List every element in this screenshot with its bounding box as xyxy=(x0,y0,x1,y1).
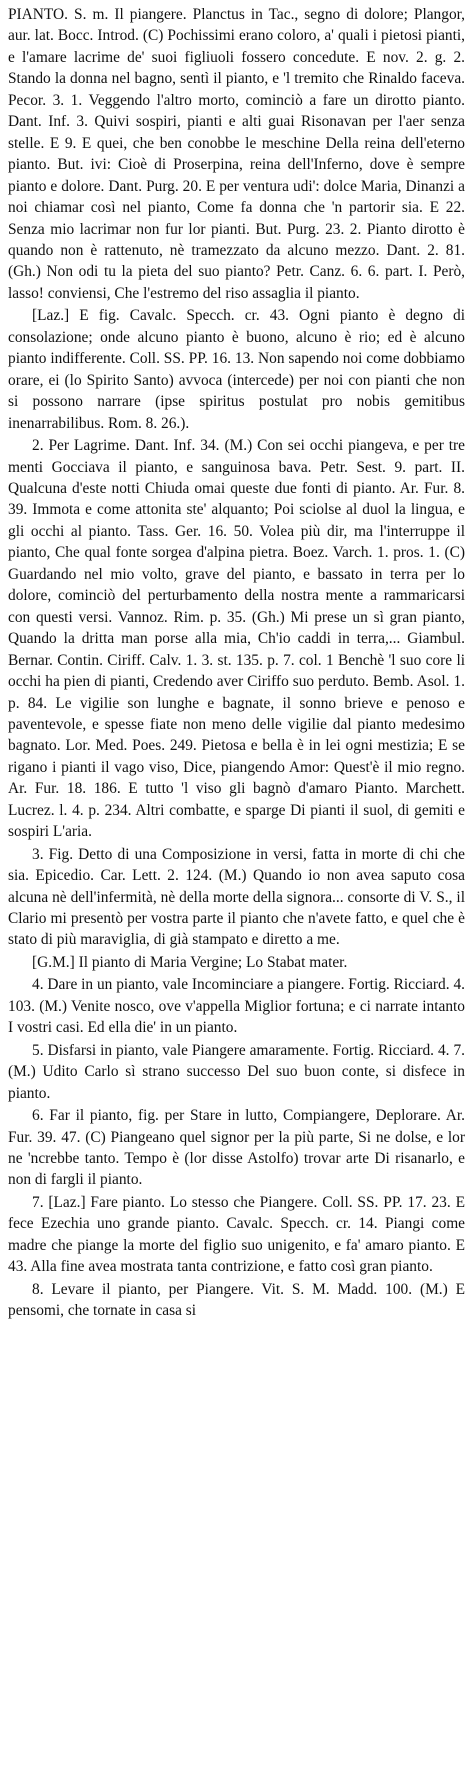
entry-sense-2-lagrime xyxy=(8,435,465,843)
entry-text: 2. Per Lagrime. Dant. Inf. 34. (M.) Con sei occhi piangeva, e per tre menti Gocciava il pianto, e sanguinosa bava. Petr. Sest. 9. part. II. Qualcuna d'este notti Chiuda omai queste due fonti di pianto. Ar. Fur. 8. 39. Immota e come attonita ste' alquanto; Poi sciolse al duol la lingua, e gli occhi al pianto. Tass. Ger. 16. 50. Volea più dir, ma l'interruppe il pianto, Che qual fonte sorgea d'alpina pietra. Boez. Varch. 1. pros. 1. (C) Guardando nel mio volto, grave del pianto, e bassato in terra per lo dolore, cominciò del perturbamento della nostra mente a rammaricarsi con questi versi. Vannoz. Rim. p. 35. (Gh.) Mi prese un sì gran pianto, Quando la dritta man porse alla mia, Ch'io caddi in terra,... Giambul. Bernar. Contin. Ciriff. Calv. 1. 3. st. 135. p. 7. col. 1 Benchè 'l suo core li occhi ha pien di pianti, Credendo aver Ciriffo suo perduto. Bemb. Asol. 1. p. 84. Le vigilie son lunghe e bagnate, il sonno brieve e penoso e paventevole, e spesse fiate non meno delle vigilie dal pianto medesimo bagnato. Lor. Med. Poes. 249. Pietosa e bella è in lei ogni mestizia; E se rigano i pianti il vago viso, Dice, piangendo Amor: Quest'è il mio regno. Ar. Fur. 18. 186. E tutto 'l viso gli bagnò d'amaro Pianto. Marchett. Lucrez. l. 4. p. 234. Altri combatte, e sparge Di pianti il suol, di gemiti e sospiri L'aria. xyxy=(8,437,465,841)
entry-sense-5-disfarsi-in-pianto xyxy=(8,1040,465,1104)
entry-text: [G.M.] Il pianto di Maria Vergine; Lo Stabat mater. xyxy=(32,953,348,971)
entry-text: PIANTO. S. m. Il piangere. Planctus in Tac., segno di dolore; Plangor, aur. lat. Bocc. Introd. (C) Pochissimi erano coloro, a' quali i pietosi pianti, e l'amare lacrime de' suoi figliuoli fossero concedute. E nov. 2. g. 2. Stando la donna nel bagno, sentì il pianto, e 'l tremito che Rinaldo faceva. Pecor. 3. 1. Veggendo l'altro morto, cominciò a fare un dirotto pianto. Dant. Inf. 3. Quivi sospiri, pianti e alti guai Risonavan per l'aer senza stelle. E 9. E quei, che ben conobbe le meschine Della reina dell'eterno pianto. But. ivi: Cioè di Proserpina, reina dell'Inferno, dove è sempre pianto e dolore. Dant. Purg. 20. E per ventura udi': dolce Maria, Dinanzi a noi chiamar così nel pianto, Come fa donna che 'n partorir sia. E 22. Senza mio lacrimar non fur lor pianti. But. Purg. 23. 2. Pianto dirotto è quando non è rattenuto, nè tramezzato da alcuno mezzo. Dant. 2. 81. (Gh.) Non odi tu la pieta del suo pianto? Petr. Canz. 6. 6. part. I. Però, lasso! conviensi, Che l'estremo del riso assaglia il pianto. xyxy=(8,6,465,302)
entry-text: 6. Far il pianto, fig. per Stare in lutto, Compiangere, Deplorare. Ar. Fur. 39. 47. (C) Piangeano quel signor per la più parte, Si ne dolse, e lor ne 'ncrebbe tanto. Tempo è (lor disse Astolfo) trovar arte Di risanarlo, e non di fargli il pianto. xyxy=(8,1107,465,1189)
entry-text: 5. Disfarsi in pianto, vale Piangere amaramente. Fortig. Ricciard. 4. 7. (M.) Udito Carlo sì strano successo Del suo buon conte, si disfece in pianto. xyxy=(8,1041,465,1102)
entry-sense-4-dare-in-pianto xyxy=(8,974,465,1038)
entry-sense-6-far-il-pianto xyxy=(8,1105,465,1191)
entry-stabat-mater-note xyxy=(8,952,465,973)
entry-text: 3. Fig. Detto di una Composizione in versi, fatta in morte di chi che sia. Epicedio. Car. Lett. 2. 124. (M.) Quando io non avea saputo cosa alcuna nè dell'infermità, nè della morte della signora... consorte di V. S., il Clario mi presentò per vostra parte il pianto che n'avete fatto, e quel che è stato di più maraviglia, di già stampato e diretto a me. xyxy=(8,845,465,949)
entry-text: 4. Dare in un pianto, vale Incominciare a piangere. Fortig. Ricciard. 4. 103. (M.) Venite nosco, ove v'appella Miglior fortuna; e ci narrate intanto I vostri casi. Ed ella die' in un pianto. xyxy=(8,976,465,1037)
entry-pianto-definition xyxy=(8,4,465,304)
entry-text: 7. [Laz.] Fare pianto. Lo stesso che Piangere. Coll. SS. PP. 17. 23. E fece Ezechia uno grande pianto. Cavalc. Specch. cr. 14. Piangi come madre che piange la morte del figlio suo unigenito, e fa' amaro pianto. E 43. Alla fine avea mostrata tanta contrizione, e fatto così gran pianto. xyxy=(8,1193,465,1276)
entry-text: 8. Levare il pianto, per Piangere. Vit. S. M. Madd. 100. (M.) E pensomi, che tornate in casa si xyxy=(8,1280,465,1320)
entry-sense-7-fare-pianto xyxy=(8,1192,465,1278)
entry-sense-8-levare-il-pianto xyxy=(8,1279,465,1322)
entry-figurative-sense xyxy=(8,305,465,434)
entry-text: [Laz.] E fig. Cavalc. Specch. cr. 43. Ogni pianto è degno di consolazione; onde alcuno pianto è buono, alcuno è rio; ed è alcuno pianto indifferente. Coll. SS. PP. 16. 13. Non sapendo noi come dobbiamo orare, ei (lo Spirito Santo) avvoca (intercede) per noi con pianti che non si possono narrare (ipse spiritus postulat pro nobis gemitibus inenarrabilibus. Rom. 8. 26.). xyxy=(8,307,465,432)
entry-sense-3-composizione xyxy=(8,844,465,951)
